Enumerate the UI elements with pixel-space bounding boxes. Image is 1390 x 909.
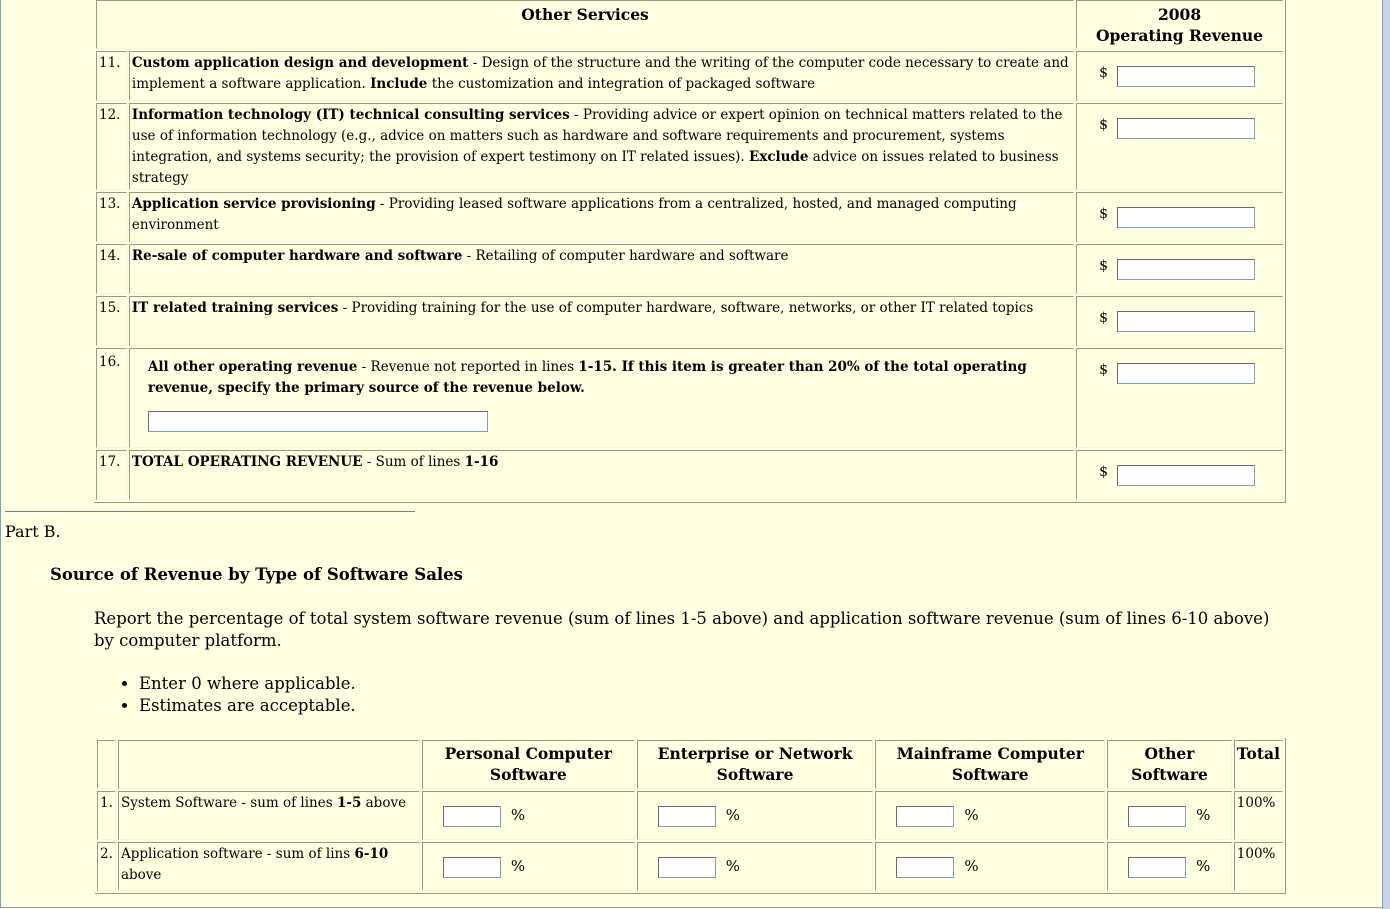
dollar-sign: $	[1099, 464, 1108, 480]
other-revenue-source-input[interactable]	[148, 411, 488, 432]
revenue-cell	[1076, 450, 1283, 500]
dollar-sign: $	[1099, 206, 1108, 222]
pct-input-application-mainframe[interactable]	[896, 857, 954, 878]
row-total: 100%	[1234, 791, 1283, 840]
pct-input-system-mainframe[interactable]	[896, 806, 954, 827]
table-row	[96, 103, 1283, 190]
percent-sign: %	[964, 806, 979, 824]
revenue-cell	[1076, 244, 1283, 294]
table-row	[96, 51, 1283, 101]
revenue-input-line-14[interactable]	[1117, 259, 1255, 280]
column-header-personal-computer: Personal Computer Software	[422, 740, 635, 789]
table-row	[96, 192, 1283, 242]
dollar-sign: $	[1099, 65, 1108, 81]
revenue-input-line-13[interactable]	[1117, 207, 1255, 228]
other-services-table	[94, 0, 1286, 503]
dollar-sign: $	[1099, 362, 1108, 378]
line-number: 2.	[97, 842, 116, 891]
revenue-cell	[1076, 103, 1283, 190]
part-b-instructions: Report the percentage of total system software revenue (sum of lines 1-5 above) and application software revenue (sum of lines 6-10 above) by computer platform.	[94, 609, 1270, 650]
line-title: IT related training services	[131, 300, 339, 316]
part-b-heading: Source of Revenue by Type of Software Sales	[50, 565, 463, 584]
line-description: Re-sale of computer hardware and software - Retailing of computer hardware and software	[129, 244, 1074, 294]
line-title: All other operating revenue	[147, 359, 358, 375]
line-title: TOTAL OPERATING REVENUE	[131, 454, 363, 470]
revenue-input-line-15[interactable]	[1117, 311, 1255, 332]
revenue-input-line-16[interactable]	[1117, 363, 1255, 384]
table-row	[97, 842, 1283, 891]
pct-input-system-pc[interactable]	[443, 806, 501, 827]
revenue-cell	[1076, 296, 1283, 346]
dollar-sign: $	[1099, 310, 1108, 326]
line-title: Application service provisioning	[131, 196, 376, 212]
line-description: All other operating revenue - Revenue not reported in lines 1-15. If this item is greater than 20% of the total operating revenue, specify the primary source of the revenue below.	[129, 348, 1074, 448]
percent-sign: %	[1196, 806, 1211, 824]
line-number: 1.	[97, 791, 116, 840]
operating-revenue-label: Operating Revenue	[1096, 26, 1264, 45]
dollar-sign: $	[1099, 258, 1108, 274]
line-number: 12.	[96, 103, 127, 190]
pct-input-application-enterprise[interactable]	[658, 857, 716, 878]
revenue-input-line-11[interactable]	[1117, 66, 1255, 87]
percent-sign: %	[725, 857, 740, 875]
line-number: 11.	[96, 51, 127, 101]
services-column-header: Other Services	[96, 0, 1074, 49]
window-edge	[1382, 0, 1390, 909]
column-header-other-software: Other Software	[1107, 740, 1232, 789]
line-description: Application service provisioning - Providing leased software applications from a centralized, hosted, and managed computing environment	[129, 192, 1074, 242]
table-row	[96, 450, 1283, 500]
row-total: 100%	[1234, 842, 1283, 891]
percent-sign: %	[510, 857, 526, 875]
line-title: Information technology (IT) technical consulting services	[131, 107, 570, 123]
percent-sign: %	[964, 857, 979, 875]
total-revenue-input[interactable]	[1117, 465, 1255, 486]
pct-input-application-pc[interactable]	[443, 857, 501, 878]
dollar-sign: $	[1099, 117, 1108, 133]
row-label: System Software - sum of lines 1-5 above	[118, 791, 420, 840]
table-header-row	[97, 740, 1283, 789]
list-item: • Enter 0 where applicable.	[139, 673, 356, 695]
line-number: 15.	[96, 296, 127, 346]
column-header-mainframe: Mainframe Computer Software	[875, 740, 1105, 789]
revenue-input-line-12[interactable]	[1117, 118, 1255, 139]
pct-input-system-enterprise[interactable]	[658, 806, 716, 827]
percent-sign: %	[1196, 857, 1211, 875]
line-description: Information technology (IT) technical consulting services - Providing advice or expert opinion on technical matters related to the use of information technology (e.g., advice on matters such as hardware and software requirements and procurement, systems integration, and systems security; the provision of expert testimony on IT related issues). Exclude advice on issues related to business strategy	[129, 103, 1074, 190]
column-header-enterprise-network: Enterprise or Network Software	[637, 740, 874, 789]
section-divider	[5, 511, 415, 513]
line-number: 17.	[96, 450, 127, 500]
line-title: Custom application design and development	[131, 55, 469, 71]
revenue-column-header	[1076, 0, 1283, 49]
percent-sign: %	[725, 806, 740, 824]
revenue-cell	[1076, 192, 1283, 242]
percent-sign: %	[510, 806, 526, 824]
pct-input-application-other[interactable]	[1128, 857, 1186, 878]
revenue-cell	[1076, 348, 1283, 448]
table-row	[97, 791, 1283, 840]
pct-input-system-other[interactable]	[1128, 806, 1186, 827]
table-header-row	[96, 0, 1283, 49]
row-label: Application software - sum of lins 6-10 above	[118, 842, 420, 891]
line-description: IT related training services - Providing training for the use of computer hardware, software, networks, or other IT related topics	[129, 296, 1074, 346]
software-platform-table	[95, 738, 1286, 894]
table-row	[96, 348, 1283, 448]
table-row	[96, 244, 1283, 294]
line-number: 16.	[96, 348, 127, 448]
column-header-total: Total	[1234, 740, 1283, 789]
line-description: TOTAL OPERATING REVENUE - Sum of lines 1-16	[129, 450, 1074, 500]
list-item: • Estimates are acceptable.	[139, 695, 356, 717]
line-title: Re-sale of computer hardware and software	[131, 248, 463, 264]
line-number: 14.	[96, 244, 127, 294]
year-label: 2008	[1157, 5, 1202, 24]
line-number: 13.	[96, 192, 127, 242]
part-b-label: Part B.	[5, 522, 61, 541]
table-row	[96, 296, 1283, 346]
line-description: Custom application design and development - Design of the structure and the writing of the computer code necessary to create and implement a software application. Include the customization and integration of packaged software	[129, 51, 1074, 101]
instruction-list	[119, 673, 356, 717]
revenue-cell	[1076, 51, 1283, 101]
